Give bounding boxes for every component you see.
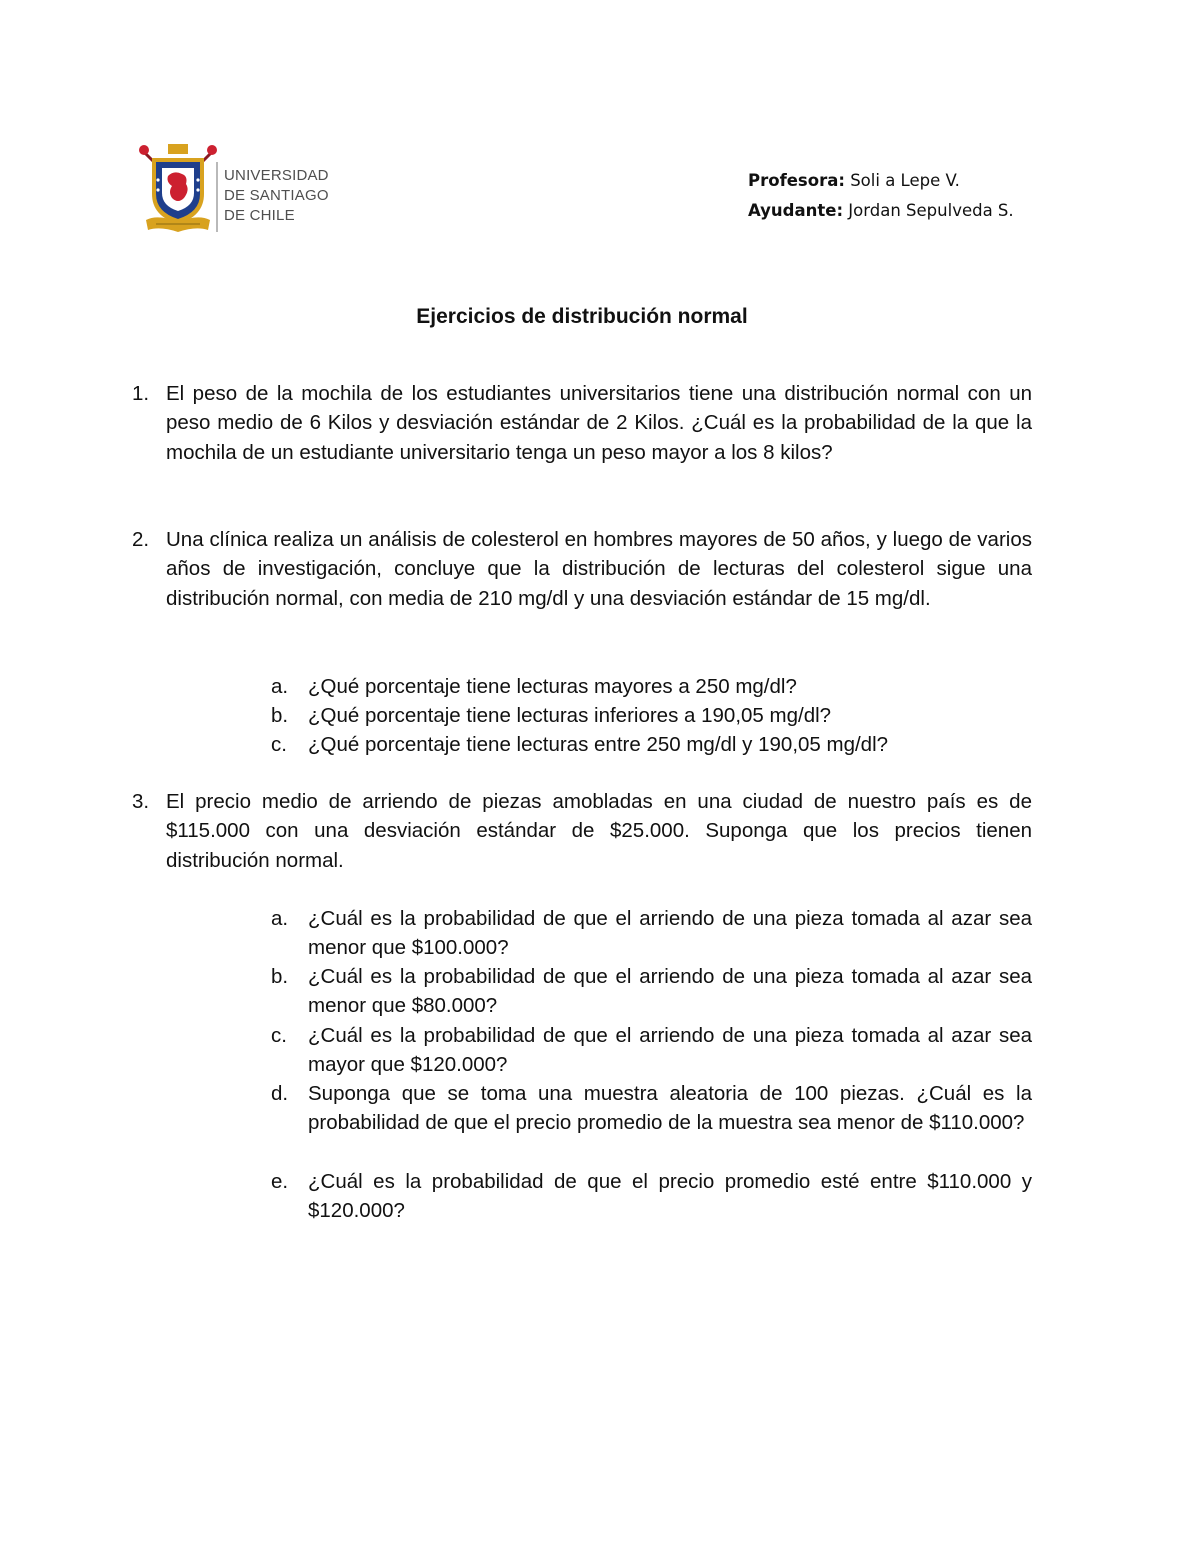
subitem-letter: a. — [271, 907, 289, 930]
exercise-text: El precio medio de arriendo de piezas amobladas en una ciudad de nuestro país es de $115.000 con una desviación estándar de $25.000. Suponga que los precios tienen distribución normal. — [166, 790, 1032, 872]
exercise-number: 2. — [132, 528, 150, 551]
subitem-text: ¿Cuál es la probabilidad de que el arriendo de una pieza tomada al azar sea menor que $100.000? — [308, 907, 1032, 960]
university-name-line: DE CHILE — [224, 207, 295, 224]
subitem-text: ¿Cuál es la probabilidad de que el arriendo de una pieza tomada al azar sea mayor que $120.000? — [308, 1024, 1032, 1077]
exercise-item — [132, 787, 1032, 875]
logo-divider — [216, 162, 218, 232]
subitem — [271, 701, 1032, 730]
exercise-number: 1. — [132, 382, 150, 405]
subitem — [271, 672, 1032, 701]
university-logo — [138, 140, 338, 235]
profesora-name: Soli a Lepe V. — [844, 171, 960, 190]
staff-info — [748, 166, 1014, 226]
exercise-number: 3. — [132, 790, 150, 813]
ayudante-label: Ayudante: — [748, 201, 844, 220]
subitem-letter: a. — [271, 675, 289, 698]
subitem-letter: c. — [271, 733, 287, 756]
subitem — [271, 1167, 1032, 1226]
exercise-item — [132, 379, 1032, 467]
university-name-line: UNIVERSIDAD — [224, 167, 329, 184]
university-name-line: DE SANTIAGO — [224, 187, 329, 204]
ayudante-name: Jordan Sepulveda S. — [843, 201, 1014, 220]
subitem — [271, 730, 1032, 759]
subitem-letter: e. — [271, 1170, 289, 1193]
subitem-text: ¿Qué porcentaje tiene lecturas mayores a 250 mg/dl? — [308, 675, 797, 698]
subitem-letter: c. — [271, 1024, 287, 1047]
page-title: Ejercicios de distribución normal — [416, 305, 748, 328]
university-crest-icon — [138, 140, 218, 235]
subitem-letter: d. — [271, 1082, 289, 1105]
profesora-line — [748, 166, 1014, 196]
exercise-text: El peso de la mochila de los estudiantes universitarios tiene una distribución normal con un peso medio de 6 Kilos y desviación estándar de 2 Kilos. ¿Cuál es la probabilidad de la que la mochila de un estudiante universitario tenga un peso mayor a los 8 kilos? — [166, 382, 1032, 464]
subitem-text: ¿Cuál es la probabilidad de que el precio promedio esté entre $110.000 y $120.000? — [308, 1170, 1032, 1223]
subitem-text: ¿Qué porcentaje tiene lecturas entre 250 mg/dl y 190,05 mg/dl? — [308, 733, 889, 756]
subitem-text: ¿Qué porcentaje tiene lecturas inferiores a 190,05 mg/dl? — [308, 704, 832, 727]
subitem — [271, 1021, 1032, 1080]
subitem — [271, 962, 1032, 1021]
subitem-letter: b. — [271, 965, 289, 988]
university-name — [224, 166, 329, 226]
subitem — [271, 1079, 1032, 1138]
exercise-item — [132, 525, 1032, 613]
profesora-label: Profesora: — [748, 171, 845, 190]
exercise-text: Una clínica realiza un análisis de colesterol en hombres mayores de 50 años, y luego de varios años de investigación, concluye que la distribución de lecturas del colesterol sigue una distribución normal, con media de 210 mg/dl y una desviación estándar de 15 mg/dl. — [166, 528, 1032, 610]
subitem-text: ¿Cuál es la probabilidad de que el arriendo de una pieza tomada al azar sea menor que $80.000? — [308, 965, 1032, 1018]
ayudante-line — [748, 196, 1014, 226]
subitem — [271, 904, 1032, 963]
subitem-text: Suponga que se toma una muestra aleatoria de 100 piezas. ¿Cuál es la probabilidad de que el precio promedio de la muestra sea menor de $110.000? — [308, 1082, 1032, 1135]
subitem-letter: b. — [271, 704, 289, 727]
